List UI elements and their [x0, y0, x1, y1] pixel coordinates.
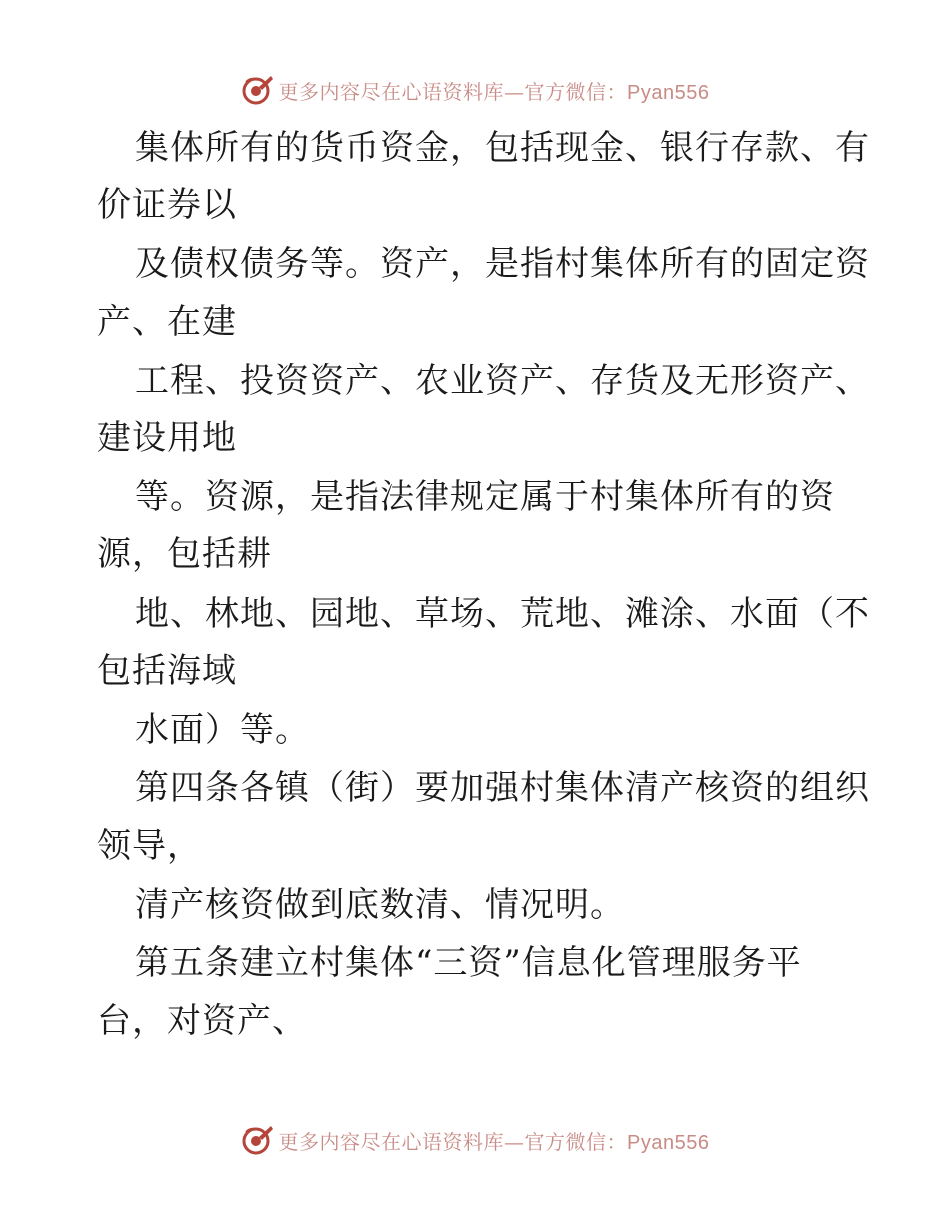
watermark-text [279, 76, 710, 105]
body-line: 产、在建 [97, 302, 237, 342]
body-line: 工程、投资资产、农业资产、存货及无形资产、 [135, 361, 870, 401]
body-line: 水面）等。 [135, 710, 310, 750]
body-line: 集体所有的货币资金，包括现金、银行存款、有 [135, 128, 870, 168]
body-line: 价证券以 [97, 185, 237, 225]
header-watermark [0, 70, 950, 110]
watermark-text-cn: 更多内容尽在心语资料库—官方微信： [278, 79, 628, 104]
brand-logo-icon [241, 1123, 275, 1157]
body-line: 清产核资做到底数清、情况明。 [135, 885, 625, 925]
body-line: 建设用地 [97, 418, 237, 458]
watermark-text-cn: 更多内容尽在心语资料库—官方微信： [278, 1129, 628, 1154]
body-line: 台，对资产、 [97, 1001, 307, 1041]
watermark-text [279, 1126, 710, 1155]
body-line: 第五条建立村集体“三资”信息化管理服务平 [135, 943, 802, 983]
body-line: 地、林地、园地、草场、荒地、滩涂、水面（不 [135, 594, 870, 634]
body-line: 源，包括耕 [97, 534, 272, 574]
watermark-wechat-id: Pyan556 [627, 81, 710, 104]
watermark-wechat-id: Pyan556 [627, 1131, 710, 1154]
brand-logo-icon [241, 73, 275, 107]
body-line: 等。资源，是指法律规定属于村集体所有的资 [135, 477, 835, 517]
body-line: 包括海域 [97, 651, 237, 691]
footer-watermark [0, 1120, 950, 1160]
body-line: 及债权债务等。资产，是指村集体所有的固定资 [135, 244, 870, 284]
body-line: 第四条各镇（街）要加强村集体清产核资的组织 [135, 768, 870, 808]
body-line: 领导， [97, 826, 202, 866]
